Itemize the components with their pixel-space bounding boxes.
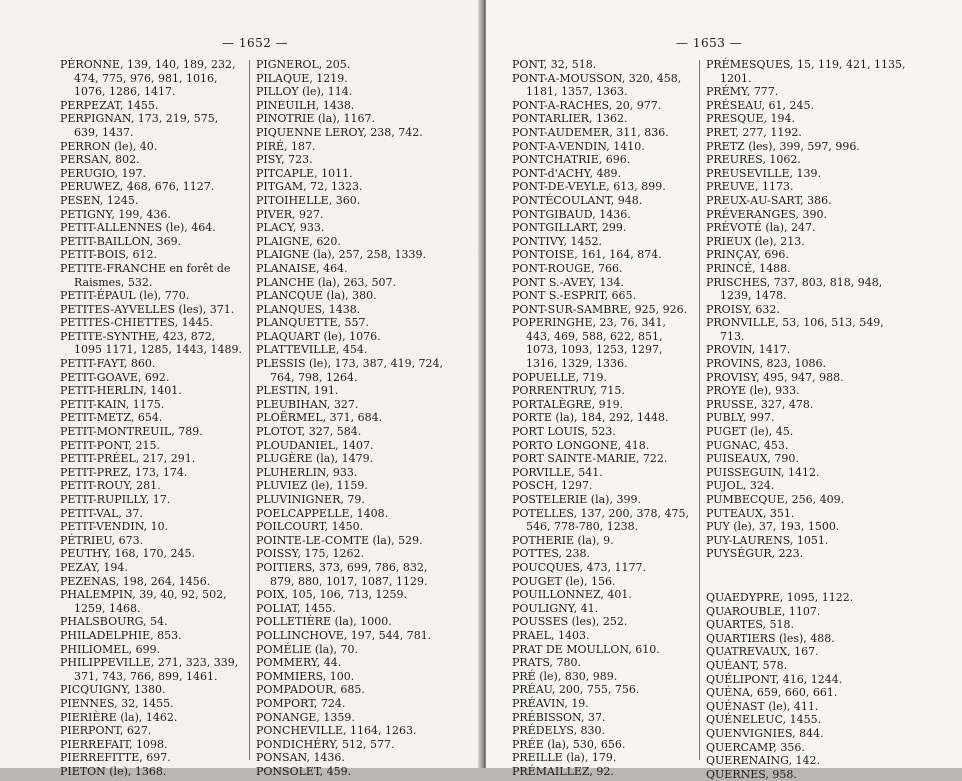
index-entry: PUBLY, 997. [706,411,775,425]
index-entry: QUARTES, 518. [706,618,794,632]
index-entry: PUTEAUX, 351. [706,506,795,520]
index-entry: POINTE-LE-COMTE (la), 529. [256,533,423,547]
index-entry: POLLINCHOVE, 197, 544, 781. [256,628,432,642]
index-entry: QUERNES, 958. [706,767,797,781]
index-entry: PLUGÈRE (la), 1479. [256,452,374,466]
index-entry: PORRENTRUY, 715. [512,384,625,398]
index-entry: PETIT-MONTREUIL, 789. [60,425,203,439]
index-entry: PRÉBISSON, 37. [512,710,606,724]
index-entry: PONT S.-AVEY, 134. [512,275,624,289]
index-entry: PETIGNY, 199, 436. [60,207,171,221]
index-entry: PRISCHES, 737, 803, 818, 948, 1239, 1478. [706,275,883,303]
index-entry: PETITE-SYNTHE, 423, 872, 1095 1171, 1285, 1443, 1489. [60,329,242,357]
index-entry: PONSAN, 1436. [256,751,345,765]
index-entry: POELCAPPELLE, 1408. [256,506,389,520]
index-entry: POUCQUES, 473, 1177. [512,560,647,574]
index-entry: PROVISY, 495, 947, 988. [706,370,844,384]
index-entry: PRÉVERANGES, 390. [706,207,827,221]
index-entry: PETIT-FAYT, 860. [60,357,156,371]
index-column [512,58,692,778]
index-entry: PRAEL, 1403. [512,628,590,642]
index-entry: PERUGIO, 197. [60,166,146,180]
index-entry: PILAQUE, 1219. [256,71,348,85]
index-entry: PHILIOMEL, 699. [60,642,161,656]
index-entry: QUARTIERS (les), 488. [706,631,835,645]
index-entry: PIVER, 927. [256,207,324,221]
index-entry: PETIT-ROUY, 281. [60,479,161,493]
index-entry: PÉRONNE, 139, 140, 189, 232, 474, 775, 976, 981, 1016, 1076, 1286, 1417. [60,58,236,99]
index-entry: PISY, 723. [256,153,313,167]
index-entry: PLATTEVILLE, 454. [256,343,368,357]
index-entry: PIENNES, 32, 1455. [60,696,174,710]
index-entry: PONDICHÉRY, 512, 577. [256,737,395,751]
index-entry: PERPEZAT, 1455. [60,98,159,112]
index-entry: POSCH, 1297. [512,479,593,493]
index-entry: POMPORT, 724. [256,696,346,710]
index-entry: PITCAPLE, 1011. [256,166,353,180]
index-entry: PONT-DE-VEYLE, 613, 899. [512,180,666,194]
index-entry: PLANQUES, 1438. [256,302,361,316]
index-entry: PETIT-RUPILLY, 17. [60,493,171,506]
index-entry: PRÉE (la), 530, 656. [512,737,626,751]
index-entry: PLAQUART (le), 1076. [256,329,381,343]
index-entry: POUGET (le), 156. [512,574,616,588]
left-page [0,0,482,778]
index-entry: PRÉAU, 200, 755, 756. [512,683,640,697]
index-entry: PRÉAVIN, 19. [512,696,589,710]
index-entry: PORTO LONGONE, 418. [512,438,650,452]
index-entry: PLOËRMEL, 371, 684. [256,411,383,425]
index-entry: PUY-LAURENS, 1051. [706,533,829,547]
index-entry: PICQUIGNY, 1380. [60,683,166,697]
index-entry: PORVILLE, 541. [512,465,603,479]
index-entry: QUAEDYPRE, 1095, 1122. [706,590,854,604]
index-entry: PONT-ROUGE, 766. [512,261,623,275]
index-entry: PONT-d'ACHY, 489. [512,166,622,180]
index-entry: PRÉMESQUES, 15, 119, 421, 1135, 1201. [706,58,906,85]
index-entry: PETIT-VAL, 37. [60,506,143,520]
index-entry: PLEUBIHAN, 327. [256,397,359,411]
index-entry: PROYE (le), 933. [706,384,800,398]
index-entry: PREUX-AU-SART, 386. [706,193,832,207]
index-entry: PRAT DE MOULLON, 610. [512,642,660,656]
index-entry: PIGNEROL, 205. [256,58,351,71]
index-entry: PIERREFAIT, 1098. [60,737,168,751]
index-entry: PINOTRIE (la), 1167. [256,112,376,126]
index-entry: PUGNAC, 453. [706,438,789,452]
index-entry: PIERREFITTE, 697. [60,751,171,765]
index-entry: PLUVIEZ (le), 1159. [256,479,368,493]
index-entry: PREUVE, 1173. [706,180,794,194]
index-entry: PONT, 32, 518. [512,58,597,71]
index-entry: PRATS, 780. [512,656,581,670]
index-entry: PHILIPPEVILLE, 271, 323, 339, 371, 743, 766, 899, 1461. [60,656,239,683]
index-entry: PIETON (le), 1368. [60,764,167,778]
index-entry: PREURES, 1062. [706,153,801,167]
index-entry: PORTE (la), 184, 292, 1448. [512,411,669,425]
index-entry: PETIT-METZ, 654. [60,411,163,425]
index-entry: POTTES, 238. [512,547,590,561]
index-entry: POTHERIE (la), 9. [512,533,614,547]
index-entry: QUENVIGNIES, 844. [706,726,824,740]
index-entry: PETIT-BAILLON, 369. [60,234,182,248]
index-entry: PRÉMY, 777. [706,85,779,99]
index-entry: PITOIHELLE, 360. [256,193,361,207]
index-entry: PONCHEVILLE, 1164, 1263. [256,724,417,738]
right-page [486,0,962,781]
index-entry: POMMIERS, 100. [256,669,355,683]
index-entry: PONTARLIER, 1362. [512,112,628,126]
index-entry: PLOUDANIEL, 1407. [256,438,374,452]
index-entry: PETIT-BOIS, 612. [60,248,158,262]
index-entry: PLOTOT, 327, 584. [256,425,362,439]
index-entry: QUÉLIPONT, 416, 1244. [706,672,843,686]
index-entry: POTELLES, 137, 200, 378, 475, 546, 778-780, 1238. [512,506,690,534]
index-entry: QUÉNELEUC, 1455. [706,713,822,727]
index-entry: PONTÉCOULANT, 948. [512,193,643,207]
index-entry: QUATREVAUX, 167. [706,645,819,659]
index-entry: PÉTRIEU, 673. [60,533,144,547]
index-entry: PRET, 277, 1192. [706,125,802,139]
index-entry: PUISEAUX, 790. [706,452,799,466]
index-entry: PONSOLET, 459. [256,764,352,778]
index-entry: PETIT-HERLIN, 1401. [60,384,182,398]
index-entry: PONT-A-MOUSSON, 320, 458, 1181, 1357, 1363. [512,71,682,99]
index-entry: PLUHERLIN, 933. [256,465,358,479]
index-entry: PONT-SUR-SAMBRE, 925, 926. [512,302,688,316]
index-entry: PETIT-PREZ, 173, 174. [60,465,188,479]
index-entry: QUÉNAST (le), 411. [706,699,819,713]
index-entry: PHALSBOURG, 54. [60,615,168,629]
index-column [706,58,906,781]
index-entry: PRÉ (le), 830, 989. [512,669,618,683]
index-entry: QUÉNA, 659, 660, 661. [706,686,838,700]
index-entry: PETIT-VENDIN, 10. [60,520,169,534]
page-number: — 1653 — [676,36,743,50]
index-entry: PIERIÈRE (la), 1462. [60,710,178,724]
index-entry: PORT SAINTE-MARIE, 722. [512,452,668,466]
index-entry: PETITE-FRANCHE en forêt de Raismes, 532. [60,261,231,289]
column-divider [699,60,700,760]
index-entry: PONT-A-RACHES, 20, 977. [512,98,662,112]
entry-spacer [706,576,906,591]
index-entry: PIERPONT, 627. [60,724,152,738]
index-entry: POITIERS, 373, 699, 786, 832, 879, 880, 1017, 1087, 1129. [256,560,428,588]
index-entry: POMPADOUR, 685. [256,683,365,697]
index-entry: POIX, 105, 106, 713, 1259. [256,588,408,602]
index-entry: PROISY, 632. [706,302,780,316]
index-entry: POLIAT, 1455. [256,601,336,615]
index-entry: PLANCQUE (la), 380. [256,289,377,303]
index-entry: PRÉVOTÉ (la), 247. [706,221,816,235]
index-entry: PRINÇAY, 696. [706,248,789,262]
index-entry: PLACY, 933. [256,221,325,235]
index-entry: PUJOL, 324. [706,479,775,493]
index-entry: PORTALÈGRE, 919. [512,397,624,411]
index-entry: PROVINS, 823, 1086. [706,357,827,371]
index-entry: POSTELERIE (la), 399. [512,493,641,506]
index-entry: PILLOY (le), 114. [256,85,353,99]
index-entry: PRÉMAILLEZ, 92. [512,764,614,778]
index-entry: PRÉDELYS, 830. [512,724,606,738]
index-entry: QUÉANT, 578. [706,658,788,672]
index-entry: POUSSES (les), 252. [512,615,628,629]
index-entry: PEZAY, 194. [60,560,128,574]
index-entry: PINEUILH, 1438. [256,98,355,112]
index-entry: POMÉLIE (la), 70. [256,642,359,656]
index-entry: PLAIGNE, 620. [256,234,341,248]
index-entry: PHILADELPHIE, 853. [60,628,182,642]
index-entry: PIQUENNE LEROY, 238, 742. [256,125,423,139]
page-number: — 1652 — [222,36,289,50]
index-entry: PLESTIN, 191. [256,384,339,398]
index-entry: PLAIGNE (la), 257, 258, 1339. [256,248,427,262]
index-entry: PUGET (le), 45. [706,425,794,439]
index-entry: PRUSSE, 327, 478. [706,397,814,411]
index-entry: PRIEUX (le), 213. [706,234,805,248]
index-entry: POPERINGHE, 23, 76, 341, 443, 469, 588, 622, 851, 1073, 1093, 1253, 1297, 1316, 1329, 1336. [512,316,666,371]
index-entry: PETIT-PRÉEL, 217, 291. [60,452,196,466]
index-entry: PITGAM, 72, 1323. [256,180,363,194]
index-entry: POPUELLE, 719. [512,370,608,384]
index-entry: PETIT-ALLENNES (le), 464. [60,221,216,235]
index-entry: PONT-A-VENDIN, 1410. [512,139,645,153]
index-entry: PESEN, 1245. [60,193,139,207]
index-entry: PONTGILLART, 299. [512,221,627,235]
index-entry: POISSY, 175, 1262. [256,547,364,561]
index-entry: QUAROUBLE, 1107. [706,604,821,618]
index-entry: PETITES-CHIETTES, 1445. [60,316,214,330]
index-entry: PONTOISE, 161, 164, 874. [512,248,662,262]
index-entry: PLANQUETTE, 557. [256,316,369,330]
index-entry: PHALEMPIN, 39, 40, 92, 502, 1259, 1468. [60,588,227,615]
index-entry: PLANAISE, 464. [256,261,348,275]
index-entry: PONT-AUDEMER, 311, 836. [512,125,669,139]
index-entry: PRONVILLE, 53, 106, 513, 549, 713. [706,316,884,343]
index-entry: PUMBECQUE, 256, 409. [706,493,845,506]
index-entry: PORT LOUIS, 523. [512,425,616,439]
index-entry: PONANGE, 1359. [256,710,355,724]
index-entry: PERRON (le), 40. [60,139,158,153]
index-entry: PERPIGNAN, 173, 219, 575, 639, 1437. [60,112,219,139]
index-entry: POULIGNY, 41. [512,601,599,615]
index-entry: PETIT-KAIN, 1175. [60,397,165,411]
index-entry: POLLETIÈRE (la), 1000. [256,615,392,629]
entry-spacer [706,561,906,576]
index-entry: PONTCHATRIE, 696. [512,153,631,167]
index-entry: PUISSEGUIN, 1412. [706,465,820,479]
index-entry: POMMERY, 44. [256,656,342,670]
index-entry: PEZENAS, 198, 264, 1456. [60,574,211,588]
index-entry: PERUWEZ, 468, 676, 1127. [60,180,215,194]
index-entry: PETIT-ÉPAUL (le), 770. [60,289,190,303]
index-entry: PONT S.-ESPRIT, 665. [512,289,637,303]
index-entry: POILCOURT, 1450. [256,520,364,534]
index-entry: PRESQUE, 194. [706,112,796,126]
index-entry: PUY (le), 37, 193, 1500. [706,520,840,534]
index-column [256,58,446,778]
index-entry: PEUTHY, 168, 170, 245. [60,547,195,561]
index-entry: PRINCÉ, 1488. [706,261,791,275]
index-entry: PONTIVY, 1452. [512,234,602,248]
index-entry: PETIT-GOAVE, 692. [60,370,170,384]
index-entry: PLUVINIGNER, 79. [256,493,365,506]
index-entry: PROVIN, 1417. [706,343,791,357]
index-entry: PERSAN, 802. [60,153,140,167]
index-entry: PIRÉ, 187. [256,139,316,153]
index-entry: PETITES-AYVELLES (les), 371. [60,302,235,316]
column-divider [249,60,250,760]
index-entry: PONTGIBAUD, 1436. [512,207,631,221]
index-entry: PLANCHE (la), 263, 507. [256,275,396,289]
index-entry: POUILLONNEZ, 401. [512,588,632,602]
index-entry: PREUSEVILLE, 139. [706,166,821,180]
index-entry: PLESSIS (le), 173, 387, 419, 724, 764, 798, 1264. [256,357,444,384]
index-entry: PRETZ (les), 399, 597, 996. [706,139,860,153]
index-entry: QUERCAMP, 356. [706,740,805,754]
index-entry: PREILLE (la), 179. [512,751,617,765]
index-entry: QUERENAING, 142. [706,754,821,768]
index-entry: PUYSÉGUR, 223. [706,547,804,561]
index-entry: PETIT-PONT, 215. [60,438,160,452]
index-column [60,58,246,778]
index-entry: PRÉSEAU, 61, 245. [706,98,814,112]
